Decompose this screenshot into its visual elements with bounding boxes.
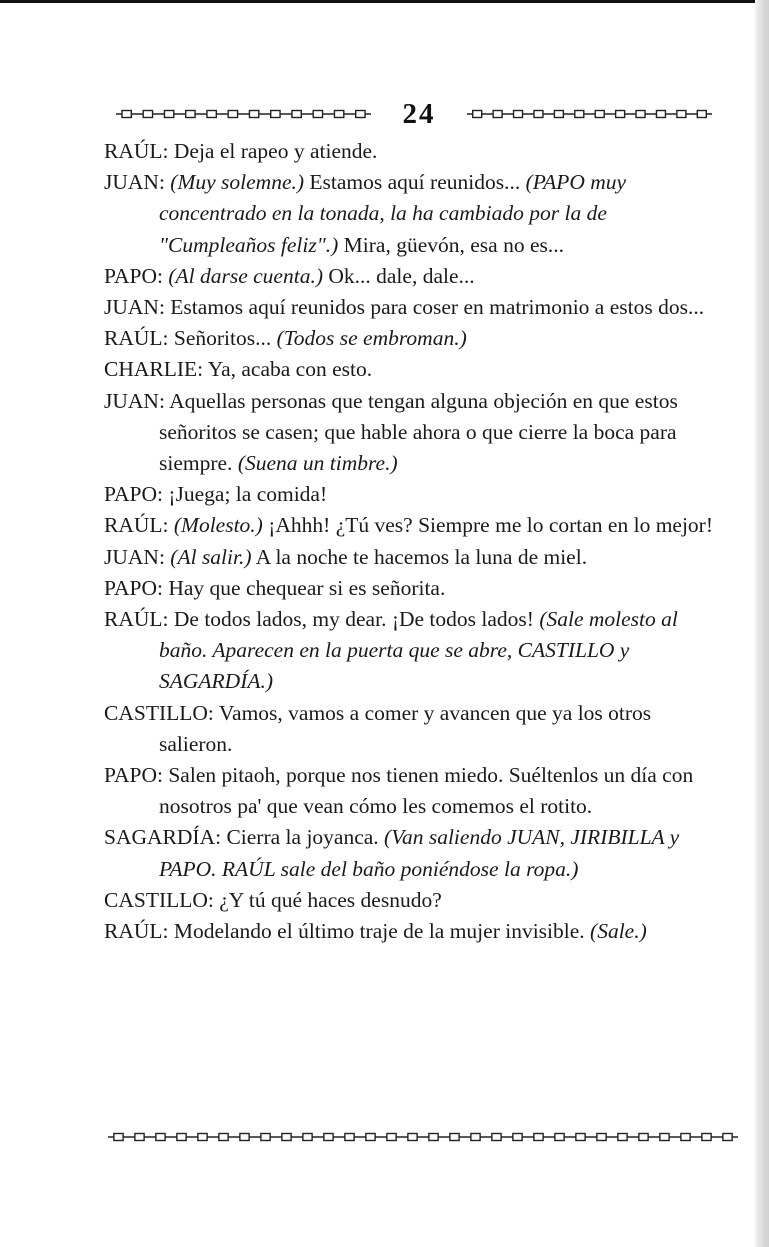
stage-direction: (PAPO muy concentrado en la tonada, la ha cambiado por la de "Cumpleaños feliz".) — [159, 170, 627, 257]
dialogue-text: Ya, acaba con esto. — [207, 357, 373, 382]
stage-direction: (Suena un timbre.) — [237, 451, 398, 476]
speaker-name: SAGARDÍA: — [104, 825, 222, 850]
stage-direction: (Molesto.) — [173, 513, 263, 538]
speaker-name: JUAN: — [104, 388, 165, 413]
dialogue-text: Hay que chequear si es señorita. — [168, 575, 446, 600]
dialogue-line — [104, 760, 726, 822]
dialogue-text: Vamos, vamos a comer y avancen que ya los otros salieron. — [159, 700, 652, 756]
speaker-name: JUAN: — [104, 544, 165, 569]
dialogue-text: De todos lados, my dear. ¡De todos lados! — [173, 607, 534, 632]
dialogue-line — [104, 479, 726, 510]
speaker-name: CHARLIE: — [104, 357, 204, 382]
dialogue-line — [104, 261, 726, 292]
chain-ornament-footer — [108, 1130, 738, 1144]
page-number: 24 — [402, 97, 436, 130]
dialogue-line — [104, 542, 726, 573]
speaker-name: JUAN: — [104, 295, 165, 320]
stage-direction: (Sale.) — [590, 919, 647, 944]
dialogue-line — [104, 822, 726, 884]
dialogue-text: Estamos aquí reunidos para coser en matrimonio a estos dos... — [170, 295, 705, 320]
stage-direction: (Muy solemne.) — [170, 170, 305, 195]
dialogue-line — [104, 604, 726, 698]
stage-direction: (Al salir.) — [170, 544, 252, 569]
speaker-name: JUAN: — [104, 170, 165, 195]
stage-direction: (Al darse cuenta.) — [168, 263, 323, 288]
dialogue-text: ¡Juega; la comida! — [168, 482, 328, 507]
dialogue-line — [104, 916, 726, 947]
speaker-name: RAÚL: — [104, 326, 169, 351]
speaker-name: CASTILLO: — [104, 700, 214, 725]
speaker-name: PAPO: — [104, 482, 163, 507]
chain-ornament-right — [467, 107, 712, 121]
dialogue-line — [104, 292, 726, 323]
speaker-name: PAPO: — [104, 575, 163, 600]
dialogue-line — [104, 386, 726, 480]
speaker-name: CASTILLO: — [104, 887, 214, 912]
stage-direction: (Van saliendo JUAN, JIRIBILLA y PAPO. RAÚL sale del baño poniéndose la ropa.) — [159, 825, 680, 881]
dialogue-text: Aquellas personas que tengan alguna objeción en que estos señoritos se casen; que hable ahora o que cierre la boca para siempre. — [159, 388, 678, 476]
chain-ornament-left — [116, 107, 371, 121]
stage-direction: (Todos se embroman.) — [276, 326, 467, 351]
dialogue-text: Salen pitaoh, porque nos tienen miedo. Suéltenlos un día con nosotros pa' que vean cómo les comemos el rotito. — [159, 763, 694, 819]
dialogue-line — [104, 885, 726, 916]
dialogue-text: Ok... dale, dale... — [328, 263, 475, 288]
dialogue-text: ¿Y tú qué haces desnudo? — [219, 887, 442, 912]
dialogue-text: Señoritos... — [173, 326, 272, 351]
dialogue-text: Estamos aquí reunidos... — [309, 170, 521, 195]
speaker-name: RAÚL: — [104, 513, 169, 538]
dialogue-text: Mira, güevón, esa no es... — [343, 232, 564, 257]
speaker-name: PAPO: — [104, 263, 163, 288]
dialogue-text: Modelando el último traje de la mujer invisible. — [173, 919, 585, 944]
dialogue-line — [104, 136, 726, 167]
dialogue-line — [104, 167, 726, 261]
dialogue-text: ¡Ahhh! ¿Tú ves? Siempre me lo cortan en lo mejor! — [268, 513, 713, 538]
speaker-name: RAÚL: — [104, 919, 169, 944]
dialogue-text: Deja el rapeo y atiende. — [173, 139, 378, 163]
stage-direction: (Sale molesto al baño. Aparecen en la puerta que se abre, CASTILLO y SAGARDÍA.) — [159, 607, 678, 694]
dialogue-line — [104, 354, 726, 385]
speaker-name: PAPO: — [104, 763, 163, 788]
page-header — [116, 96, 712, 132]
dialogue-text: A la noche te hacemos la luna de miel. — [255, 544, 588, 569]
script-body — [104, 136, 726, 947]
dialogue-line — [104, 698, 726, 760]
top-border-rule — [0, 0, 769, 3]
speaker-name: RAÚL: — [104, 607, 169, 632]
dialogue-line — [104, 573, 726, 604]
dialogue-line — [104, 510, 726, 541]
page-edge-shadow — [755, 0, 769, 1247]
dialogue-line — [104, 323, 726, 354]
speaker-name: RAÚL: — [104, 139, 169, 163]
dialogue-text: Cierra la joyanca. — [226, 825, 379, 850]
